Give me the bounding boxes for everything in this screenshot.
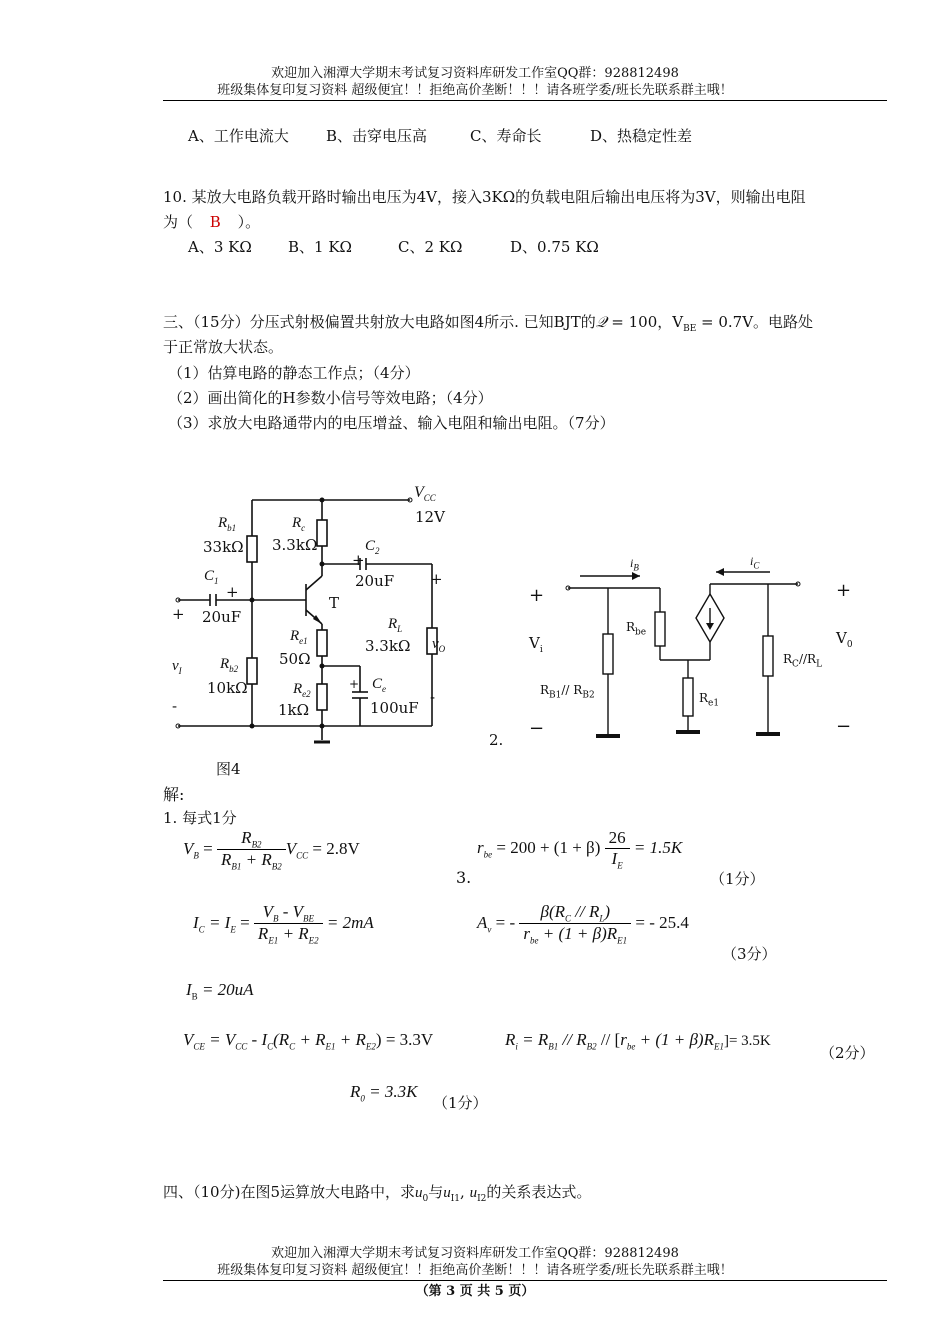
fig2-output-minus: −: [836, 716, 852, 737]
q10-option-c: C、2 KΩ: [398, 238, 463, 256]
figure4-caption: 图4: [216, 760, 241, 778]
q10-option-b: B、1 KΩ: [288, 238, 352, 256]
beta-symbol: 𝒬: [595, 315, 607, 331]
fig2-v0: $V_0$: [836, 629, 853, 650]
section3-title-line2: 于正常放大状态。: [163, 338, 284, 356]
fig4-c1-plus: +: [226, 583, 239, 601]
solution-step1: 1. 每式1分: [163, 809, 237, 827]
fig4-vo: $v_O$: [432, 636, 446, 654]
section3-item-3: （3）求放大电路通带内的电压增益、输入电阻和输出电阻。（7分）: [168, 414, 615, 432]
eq-rbe: $r_{be} = 200 + (1 + \beta)$ $\frac{26}{I_E}$ = 1.5K: [477, 828, 683, 871]
fig4-input-plus: +: [172, 605, 185, 623]
fig4-output-minus: -: [430, 688, 436, 706]
fig4-re2: $R_{e2}$: [293, 681, 311, 699]
fig4-vcc: $V_{CC}$: [414, 484, 436, 504]
eq-ri: $R_i = R_{B1} // R_{B2} // [r_{be} + (1 + \beta)R_{E1}]= 3.5K$: [505, 1030, 771, 1052]
fig2-re1: $R_{e1}$: [699, 691, 720, 709]
footer-rule: [163, 1280, 887, 1281]
eq-ib: $I_B = 20uA$: [186, 980, 254, 1002]
header-line2: 班级集体复印复习资料 超级便宜！！拒绝高价垄断！！！请各班学委/班长先联系群主哦！: [217, 83, 733, 98]
fig4-vi: $v_I$: [172, 658, 182, 676]
fig2-vi: $V_i$: [529, 634, 543, 655]
eq-av: $A_v$ = - $\frac{\beta(R_C // R_L)}{r_{be} + (1 + \beta)R_{E1}}$ = - 25.4: [477, 902, 689, 946]
vbe-sub: BE: [683, 324, 697, 334]
fig4-rl: $R_L$: [388, 616, 403, 634]
r0-points: （1分）: [433, 1094, 488, 1112]
eq-rbe-fraction: $\frac{26}{I_E}$: [605, 828, 630, 870]
section3-title-b: = 100，V: [606, 313, 684, 331]
fig2-rc-rl: $R_C//R_L$: [783, 652, 823, 670]
fig2-output-plus: +: [836, 580, 852, 601]
fig4-rb1: $R_{b1}$: [218, 515, 237, 533]
eq-r0: $R_0 = 3.3K$: [350, 1082, 418, 1104]
q9-option-a: A、工作电流大: [188, 127, 289, 145]
rbe-points: （1分）: [710, 870, 765, 888]
fig4-rb2: $R_{b2}$: [220, 656, 239, 674]
fig4-rb1-value: 33kΩ: [203, 538, 244, 556]
header-rule: [163, 100, 887, 101]
section3-title-c: = 0.7V。电路处: [696, 313, 814, 331]
fig2-rb: $R_{B1}//$ $R_{B2}$: [540, 683, 595, 701]
fig4-c1: $C_1$: [204, 568, 219, 586]
header-line1: 欢迎加入湘潭大学期末考试复习资料库研发工作室QQ群：928812498: [271, 66, 679, 81]
av-points: （3分）: [722, 945, 777, 963]
fig4-re2-value: 1kΩ: [278, 701, 310, 719]
footer-line1: 欢迎加入湘潭大学期末考试复习资料库研发工作室QQ群：928812498: [271, 1246, 679, 1261]
fig2-input-plus: +: [529, 585, 545, 606]
q9-option-d: D、热稳定性差: [590, 127, 693, 145]
fig2-ic: $i_C$: [750, 554, 760, 571]
q10-prefix: 为（: [163, 213, 194, 231]
fig4-re1-value: 50Ω: [279, 650, 311, 668]
footer-line2: 班级集体复印复习资料 超级便宜！！拒绝高价垄断！！！请各班学委/班长先联系群主哦！: [217, 1263, 733, 1278]
solution-heading: 解:: [163, 785, 185, 804]
fig4-c2-value: 20uF: [355, 572, 395, 590]
fig2-rbe: $R_{be}$: [626, 620, 647, 638]
eq-vce: $V_{CE} = V_{CC} - I_C(R_C + R_{E1} + R_{E2}) = 3.3V$: [183, 1030, 434, 1052]
fig4-output-plus: +: [430, 570, 443, 588]
fig2-input-minus: −: [529, 718, 545, 739]
fig2-ib: $i_B$: [630, 556, 639, 573]
eq-av-fraction: $\frac{\beta(R_C // R_L)}{r_{be} + (1 + \beta)R_{E1}}$: [519, 902, 631, 946]
fig4-rc-value: 3.3kΩ: [272, 536, 318, 554]
fig4-input-minus: -: [172, 697, 178, 715]
fig4-c2: $C_2$: [365, 538, 380, 556]
section4-text: 四、（10分)在图5运算放大电路中，求$u_0$与$u_{I1}$, $u_{I2}$的关系表达式。: [163, 1183, 592, 1204]
section3-item-1: （1）估算电路的静态工作点；（4分）: [168, 364, 420, 382]
fig4-transistor-label: T: [329, 594, 340, 612]
fig4-c1-value: 20uF: [202, 608, 242, 626]
figure2-equivalent-circuit: [520, 560, 860, 740]
label-3: 3.: [456, 868, 472, 887]
q10-answer-line: [163, 211, 260, 232]
q10-answer: B: [209, 213, 221, 231]
section3-title-a: 三、（15分）分压式射极偏置共射放大电路如图4所示. 已知BJT的: [163, 313, 596, 331]
fig4-ce-value: 100uF: [370, 699, 419, 717]
fig4-vcc-value: 12V: [415, 508, 445, 526]
eq-ic: $I_C = I_E$ = $\frac{V_B - V_{BE}}{R_{E1} + R_{E2}}$ = 2mA: [193, 902, 374, 946]
q10-option-d: D、0.75 KΩ: [510, 238, 599, 256]
fig4-re1: $R_{e1}$: [290, 628, 308, 646]
q9-option-b: B、击穿电压高: [326, 127, 428, 145]
ri-points: （2分）: [820, 1044, 875, 1062]
eq-vb: $V_B$ = $\frac{R_{B2}}{R_{B1} + R_{B2}}$ $V_{CC} = 2.8V$: [183, 828, 360, 872]
fig4-rb2-value: 10kΩ: [207, 679, 248, 697]
page-number: （第 3 页 共 5 页）: [415, 1284, 535, 1299]
q10-suffix: ）。: [237, 213, 261, 231]
fig4-ce-plus: +: [349, 677, 360, 691]
fig4-c2-plus: +: [352, 551, 365, 569]
q10-option-a: A、3 KΩ: [188, 238, 252, 256]
q9-option-c: C、寿命长: [470, 127, 542, 145]
section3-item-2: （2）画出简化的H参数小信号等效电路；（4分）: [168, 389, 493, 407]
fig2-label: 2.: [489, 731, 504, 749]
section3-title: [163, 311, 813, 334]
fig4-ce: $C_e$: [372, 676, 387, 694]
eq-ic-fraction: $\frac{V_B - V_{BE}}{R_{E1} + R_{E2}}$: [254, 902, 323, 946]
q10-text: 10. 某放大电路负载开路时输出电压为4V，接入3KΩ的负载电阻后输出电压将为3V，则输出电阻: [163, 188, 806, 206]
fig4-rc: $R_c$: [292, 515, 306, 533]
eq-vb-fraction: $\frac{R_{B2}}{R_{B1} + R_{B2}}$: [217, 828, 286, 872]
fig4-rl-value: 3.3kΩ: [365, 637, 411, 655]
